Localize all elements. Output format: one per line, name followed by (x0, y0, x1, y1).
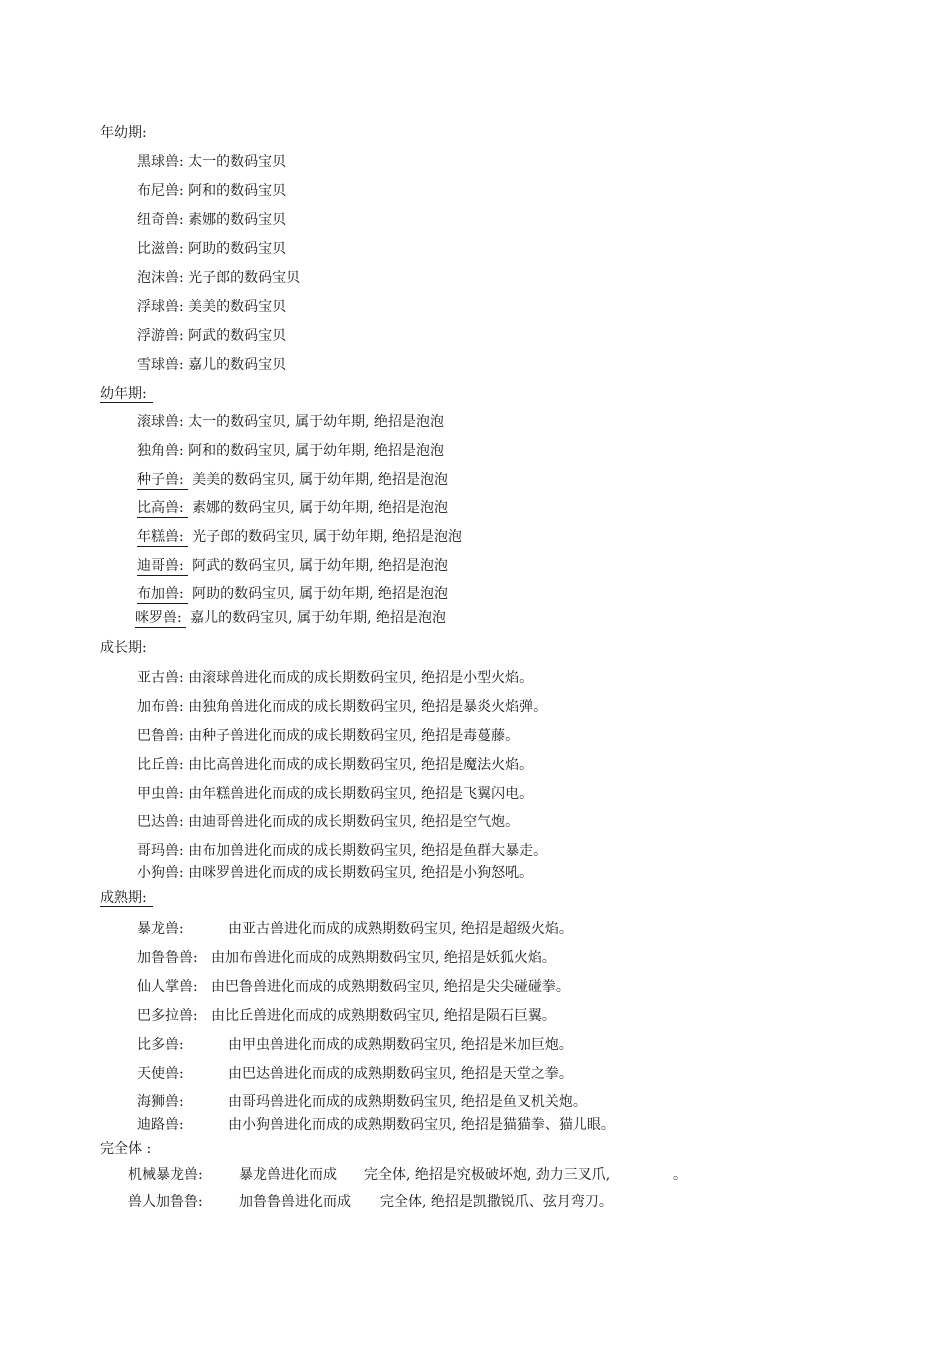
list-item (137, 727, 519, 745)
item-name: 雪球兽: (137, 357, 184, 373)
section-heading (100, 889, 153, 907)
item-desc: 阿和的数码宝贝, 属于幼年期, 绝招是泡泡 (188, 443, 444, 459)
item-name: 哥玛兽: (137, 843, 184, 859)
list-item (137, 211, 286, 229)
item-name: 迪哥兽: (137, 557, 188, 576)
item-name: 独角兽: (137, 443, 184, 459)
item-desc-b: 完全体, 绝招是究极破坏炮, 劲力三叉爪, (364, 1167, 611, 1183)
item-name: 巴多拉兽: (137, 1008, 198, 1024)
item-desc-c: 。 (673, 1167, 687, 1183)
item-desc: 由亚古兽进化而成的成熟期数码宝贝, 绝招是超级火焰。 (228, 921, 573, 937)
item-desc: 光子郎的数码宝贝, 属于幼年期, 绝招是泡泡 (192, 529, 462, 545)
item-name: 比滋兽: (137, 241, 184, 257)
item-desc: 美美的数码宝贝, 属于幼年期, 绝招是泡泡 (192, 472, 448, 488)
item-name: 巴达兽: (137, 814, 184, 830)
list-item (137, 585, 448, 604)
item-desc-a: 暴龙兽进化而成 (239, 1167, 337, 1183)
item-desc-b: 完全体, 绝招是凯撒锐爪、弦月弯刀。 (380, 1194, 613, 1210)
item-desc: 由滚球兽进化而成的成长期数码宝贝, 绝招是小型火焰。 (188, 670, 534, 686)
item-name: 布加兽: (137, 585, 188, 604)
list-item (137, 557, 448, 576)
list-item (137, 413, 444, 431)
item-desc: 素娜的数码宝贝 (188, 212, 287, 228)
item-desc: 阿武的数码宝贝 (188, 328, 287, 344)
item-name: 巴鲁兽: (137, 728, 184, 744)
list-item (137, 813, 519, 831)
list-item (137, 182, 286, 200)
item-desc: 由年糕兽进化而成的成长期数码宝贝, 绝招是飞翼闪电。 (188, 786, 534, 802)
item-name: 兽人加鲁鲁: (128, 1194, 203, 1210)
item-desc: 太一的数码宝贝, 属于幼年期, 绝招是泡泡 (188, 414, 444, 430)
list-item (137, 442, 444, 460)
list-item (137, 356, 286, 374)
item-desc: 太一的数码宝贝 (188, 154, 287, 170)
item-desc: 由比丘兽进化而成的成熟期数码宝贝, 绝招是陨石巨翼。 (211, 1008, 556, 1024)
item-desc: 美美的数码宝贝 (188, 299, 287, 315)
item-desc-a: 加鲁鲁兽进化而成 (239, 1194, 351, 1210)
item-name: 浮游兽: (137, 328, 184, 344)
section-heading (100, 385, 153, 403)
item-name: 纽奇兽: (137, 212, 184, 228)
list-item (137, 949, 556, 967)
item-desc: 由巴达兽进化而成的成熟期数码宝贝, 绝招是天堂之拳。 (228, 1066, 573, 1082)
item-desc: 由比高兽进化而成的成长期数码宝贝, 绝招是魔法火焰。 (188, 757, 534, 773)
item-desc: 由小狗兽进化而成的成熟期数码宝贝, 绝招是猫猫拳、猫儿眼。 (228, 1117, 615, 1133)
list-item (137, 528, 462, 547)
item-name: 比高兽: (137, 499, 188, 518)
list-item (137, 864, 533, 882)
list-item (128, 1166, 687, 1184)
item-name: 滚球兽: (137, 414, 184, 430)
item-desc: 阿武的数码宝贝, 属于幼年期, 绝招是泡泡 (192, 558, 448, 574)
item-desc: 由种子兽进化而成的成长期数码宝贝, 绝招是毒蔓藤。 (188, 728, 520, 744)
list-item (135, 609, 446, 628)
item-name: 天使兽: (137, 1066, 184, 1082)
item-name: 加鲁鲁兽: (137, 950, 198, 966)
item-name: 迪路兽: (137, 1117, 184, 1133)
list-item (137, 153, 286, 171)
item-name: 种子兽: (137, 471, 188, 490)
item-name: 甲虫兽: (137, 786, 184, 802)
item-desc: 由迪哥兽进化而成的成长期数码宝贝, 绝招是空气炮。 (188, 814, 520, 830)
list-item (137, 698, 547, 716)
list-item (137, 1116, 615, 1134)
list-item (137, 669, 533, 687)
list-item (137, 269, 300, 287)
list-item (137, 756, 533, 774)
item-desc: 由独角兽进化而成的成长期数码宝贝, 绝招是暴炎火焰弹。 (188, 699, 548, 715)
item-desc: 由布加兽进化而成的成长期数码宝贝, 绝招是鱼群大暴走。 (188, 843, 548, 859)
item-desc: 由哥玛兽进化而成的成熟期数码宝贝, 绝招是鱼叉机关炮。 (228, 1094, 587, 1110)
list-item (128, 1193, 613, 1211)
list-item (137, 298, 286, 316)
item-name: 年糕兽: (137, 528, 188, 547)
item-name: 比多兽: (137, 1037, 184, 1053)
item-desc: 素娜的数码宝贝, 属于幼年期, 绝招是泡泡 (192, 500, 448, 516)
list-item (137, 1007, 556, 1025)
item-desc: 光子郎的数码宝贝 (188, 270, 301, 286)
item-name: 泡沫兽: (137, 270, 184, 286)
list-item (137, 785, 533, 803)
list-item (137, 327, 286, 345)
item-name: 加布兽: (137, 699, 184, 715)
list-item (137, 1093, 587, 1111)
item-desc: 嘉儿的数码宝贝 (188, 357, 287, 373)
item-name: 黑球兽: (137, 154, 184, 170)
list-item (137, 978, 570, 996)
item-name: 亚古兽: (137, 670, 184, 686)
item-name: 比丘兽: (137, 757, 184, 773)
item-name: 浮球兽: (137, 299, 184, 315)
item-desc: 阿助的数码宝贝, 属于幼年期, 绝招是泡泡 (192, 586, 448, 602)
list-item (137, 842, 547, 860)
item-desc: 由加布兽进化而成的成熟期数码宝贝, 绝招是妖狐火焰。 (211, 950, 556, 966)
section-heading: 成长期: (100, 640, 147, 656)
item-name: 小狗兽: (137, 865, 184, 881)
item-name: 布尼兽: (137, 183, 184, 199)
heading-text: 幼年期: (100, 386, 153, 403)
list-item (137, 240, 286, 258)
item-name: 机械暴龙兽: (128, 1167, 203, 1183)
list-item (137, 920, 573, 938)
section-heading: 年幼期: (100, 125, 147, 141)
item-desc: 阿和的数码宝贝 (188, 183, 287, 199)
item-name: 仙人掌兽: (137, 979, 198, 995)
heading-text: 成熟期: (100, 890, 153, 907)
item-desc: 由巴鲁兽进化而成的成熟期数码宝贝, 绝招是尖尖碰碰拳。 (211, 979, 570, 995)
item-desc: 由甲虫兽进化而成的成熟期数码宝贝, 绝招是米加巨炮。 (228, 1037, 573, 1053)
list-item (137, 1036, 573, 1054)
item-name: 咪罗兽: (135, 609, 186, 628)
list-item (137, 471, 448, 490)
item-name: 暴龙兽: (137, 921, 184, 937)
item-name: 海狮兽: (137, 1094, 184, 1110)
item-desc: 阿助的数码宝贝 (188, 241, 287, 257)
section-heading: 完全体 : (100, 1141, 152, 1157)
list-item (137, 1065, 573, 1083)
item-desc: 嘉儿的数码宝贝, 属于幼年期, 绝招是泡泡 (190, 610, 446, 626)
list-item (137, 499, 448, 518)
item-desc: 由咪罗兽进化而成的成长期数码宝贝, 绝招是小狗怒吼。 (188, 865, 534, 881)
